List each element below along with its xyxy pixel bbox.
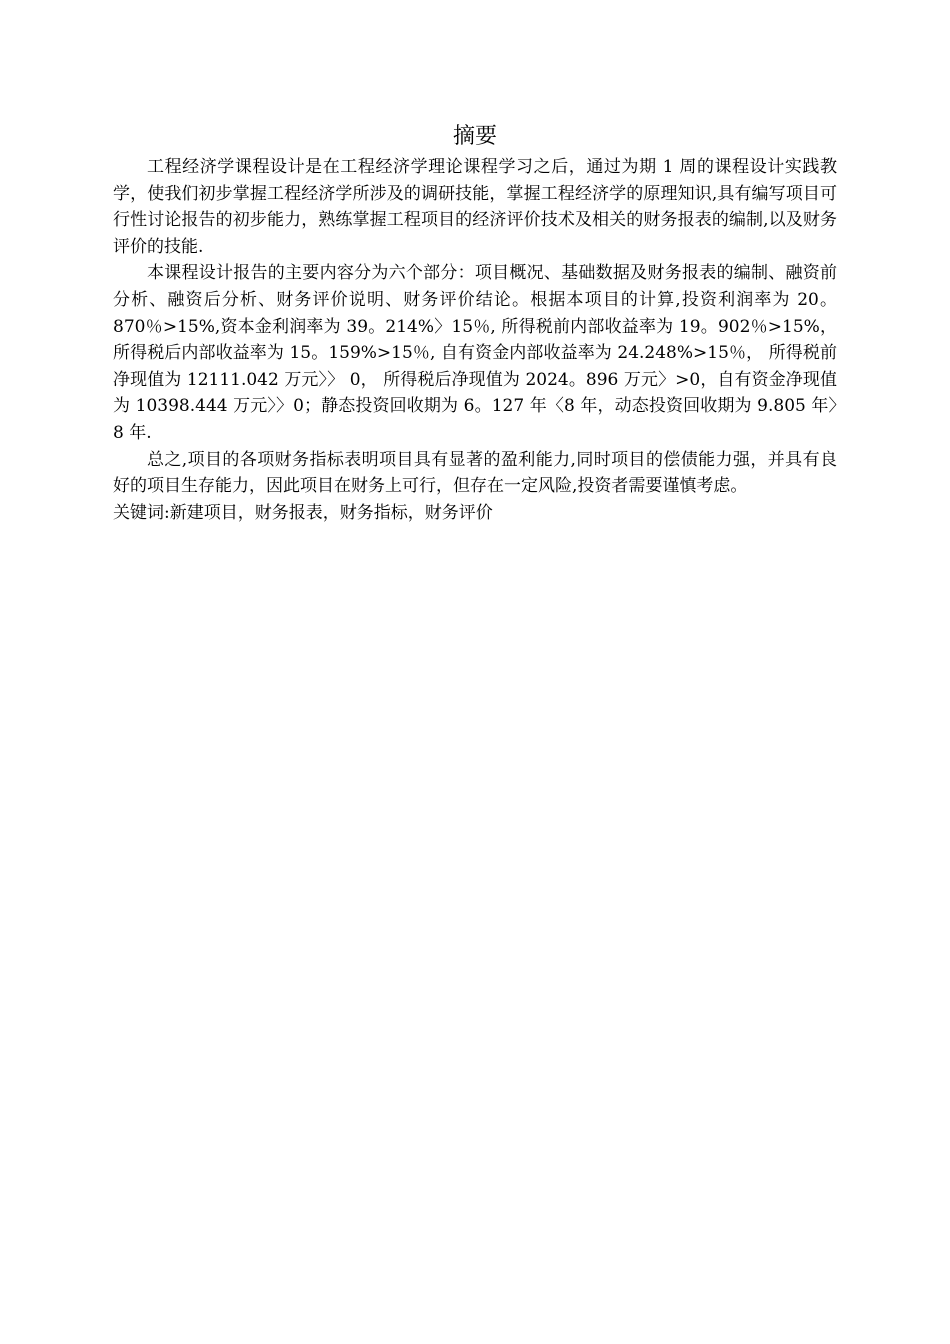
abstract-paragraph-3: 总之,项目的各项财务指标表明项目具有显著的盈利能力,同时项目的偿债能力强，并具有良好的项目生存能力，因此项目在财务上可行，但存在一定风险,投资者需要谨慎考虑。 [113,449,837,497]
keywords-label: 关键词 [113,502,164,523]
document-page [113,120,837,526]
keywords-text: 新建项目，财务报表，财务指标，财务评价 [169,502,493,523]
page-title: 摘要 [452,124,497,149]
keywords-separator: : [164,502,170,523]
abstract-paragraph-2: 本课程设计报告的主要内容分为六个部分：项目概况、基础数据及财务报表的编制、融资前分析、融资后分析、财务评价说明、财务评价结论。根据本项目的计算,投资利润率为 20。870％>15%,资本金利润率为 39。214%〉15％, 所得税前内部收益率为 19。902％>15%，所得税后内部收益率为 15。159%>15％, 自有资金内部收益率为 24.248%>15％， 所得税前净现值为 12111.042 万元〉〉 0， 所得税后净现值为 2024。896 万元〉>0，自有资金净现值为 10398.444 万元〉〉0；静态投资回收期为 6。127 年〈8 年，动态投资回收期为 9.805 年〉8 年. [113,263,837,443]
abstract-paragraph-1: 工程经济学课程设计是在工程经济学理论课程学习之后，通过为期 1 周的课程设计实践教学，使我们初步掌握工程经济学所涉及的调研技能，掌握工程经济学的原理知识,具有编写项目可行性讨论报告的初步能力，熟练掌握工程项目的经济评价技术及相关的财务报表的编制,以及财务评价的技能. [113,157,837,257]
keywords-line [113,500,837,527]
